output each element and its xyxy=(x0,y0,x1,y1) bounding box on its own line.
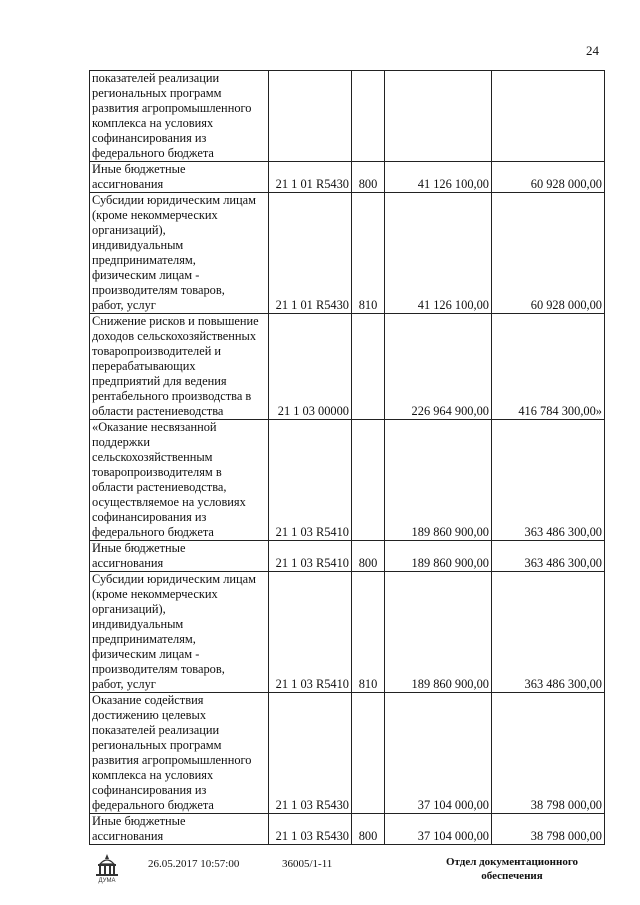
cell-type xyxy=(352,314,385,420)
logo-text: ДУМА xyxy=(98,878,116,884)
footer-dept-line2: обеспечения xyxy=(481,870,543,882)
cell-code: 21 1 03 00000 xyxy=(269,314,352,420)
cell-code: 21 1 03 R5430 xyxy=(269,814,352,845)
table-row xyxy=(90,314,605,420)
duma-logo-icon xyxy=(92,852,122,884)
budget-table-body xyxy=(90,71,605,845)
table-row xyxy=(90,71,605,162)
cell-code: 21 1 01 R5430 xyxy=(269,193,352,314)
table-row xyxy=(90,814,605,845)
cell-type: 800 xyxy=(352,814,385,845)
cell-type: 800 xyxy=(352,541,385,572)
cell-sum-2018: 60 928 000,00 xyxy=(492,162,605,193)
table-row xyxy=(90,572,605,693)
cell-name: Иные бюджетные ассигнования xyxy=(90,541,269,572)
cell-sum-2017: 37 104 000,00 xyxy=(385,693,492,814)
cell-sum-2017: 41 126 100,00 xyxy=(385,193,492,314)
footer-doc-code: 36005/1-11 xyxy=(282,858,333,870)
cell-name: Субсидии юридическим лицам (кроме некоммерческих организаций), индивидуальным предпринимателям, физическим лицам - производителям товаров, работ, услуг xyxy=(90,193,269,314)
table-row xyxy=(90,541,605,572)
cell-type xyxy=(352,71,385,162)
table-row xyxy=(90,193,605,314)
footer-date: 26.05.2017 10:57:00 xyxy=(148,858,240,870)
cell-type xyxy=(352,420,385,541)
cell-code: 21 1 03 R5410 xyxy=(269,572,352,693)
cell-type: 810 xyxy=(352,572,385,693)
cell-code: 21 1 03 R5410 xyxy=(269,541,352,572)
cell-code xyxy=(269,71,352,162)
footer-department xyxy=(432,855,592,883)
cell-name: Иные бюджетные ассигнования xyxy=(90,162,269,193)
footer-dept-line1: Отдел документационного xyxy=(445,856,579,868)
cell-sum-2017 xyxy=(385,71,492,162)
cell-type xyxy=(352,693,385,814)
cell-sum-2018: 363 486 300,00 xyxy=(492,541,605,572)
cell-sum-2018: 416 784 300,00» xyxy=(492,314,605,420)
cell-sum-2018: 363 486 300,00 xyxy=(492,572,605,693)
cell-type: 810 xyxy=(352,193,385,314)
table-row xyxy=(90,162,605,193)
cell-sum-2017: 189 860 900,00 xyxy=(385,541,492,572)
cell-sum-2017: 41 126 100,00 xyxy=(385,162,492,193)
cell-sum-2018: 363 486 300,00 xyxy=(492,420,605,541)
cell-name: Оказание содействия достижению целевых показателей реализации региональных программ развития агропромышленного комплекса на условиях софинансирования из федерального бюджета xyxy=(90,693,269,814)
cell-name: Субсидии юридическим лицам (кроме некоммерческих организаций), индивидуальным предпринимателям, физическим лицам - производителям товаров, работ, услуг xyxy=(90,572,269,693)
cell-name: показателей реализации региональных программ развития агропромышленного комплекса на условиях софинансирования из федерального бюджета xyxy=(90,71,269,162)
cell-name: Иные бюджетные ассигнования xyxy=(90,814,269,845)
cell-sum-2017: 37 104 000,00 xyxy=(385,814,492,845)
cell-code: 21 1 03 R5430 xyxy=(269,693,352,814)
table-row xyxy=(90,420,605,541)
cell-code: 21 1 03 R5410 xyxy=(269,420,352,541)
cell-sum-2017: 226 964 900,00 xyxy=(385,314,492,420)
cell-sum-2018: 38 798 000,00 xyxy=(492,814,605,845)
cell-name: «Оказание несвязанной поддержки сельскохозяйственным товаропроизводителям в области растениеводства, осуществляемое на условиях софинансирования из федерального бюджета xyxy=(90,420,269,541)
cell-code: 21 1 01 R5430 xyxy=(269,162,352,193)
cell-name: Снижение рисков и повышение доходов сельскохозяйственных товаропроизводителей и перерабатывающих предприятий для ведения рентабельного производства в области растениеводства xyxy=(90,314,269,420)
cell-type: 800 xyxy=(352,162,385,193)
cell-sum-2018: 38 798 000,00 xyxy=(492,693,605,814)
cell-sum-2017: 189 860 900,00 xyxy=(385,572,492,693)
table-row xyxy=(90,693,605,814)
cell-sum-2018: 60 928 000,00 xyxy=(492,193,605,314)
page-number: 24 xyxy=(586,43,599,58)
budget-table xyxy=(89,70,605,845)
cell-sum-2017: 189 860 900,00 xyxy=(385,420,492,541)
cell-sum-2018 xyxy=(492,71,605,162)
